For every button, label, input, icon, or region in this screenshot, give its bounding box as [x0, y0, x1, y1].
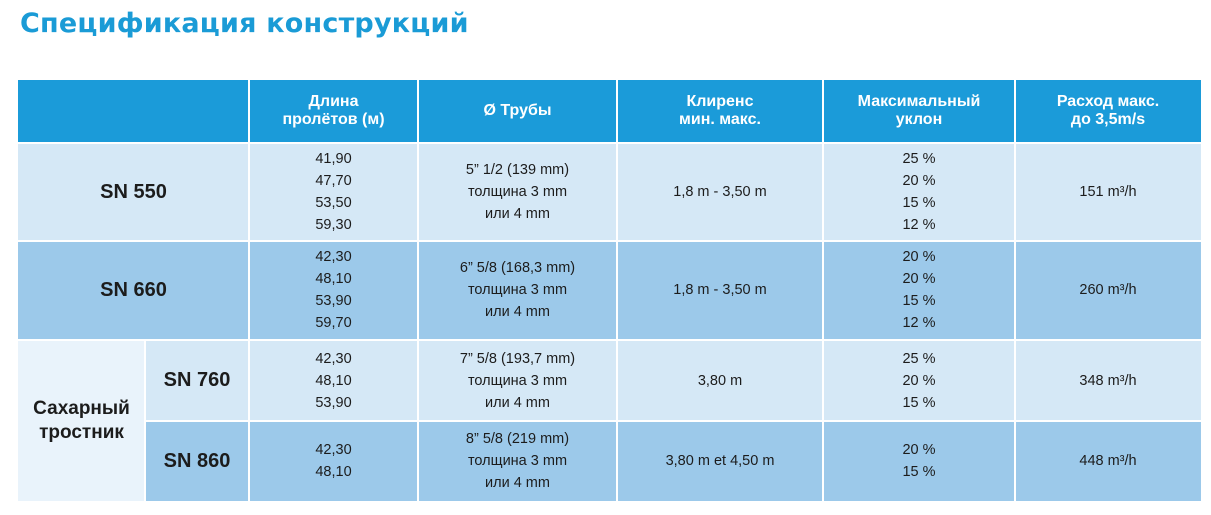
lengths-sn860: 42,30 48,10 [249, 421, 418, 501]
page-title: Спецификация конструкций [20, 8, 469, 39]
model-sn550: SN 550 [18, 143, 249, 241]
clearance-sn860: 3,80 m et 4,50 m [617, 421, 823, 501]
header-pipe: Ø Трубы [418, 80, 617, 142]
clearance-sn550: 1,8 m - 3,50 m [617, 143, 823, 241]
flow-sn550: 151 m³/h [1015, 143, 1201, 241]
slopes-sn760: 25 % 20 % 15 % [823, 340, 1015, 421]
flow-sn660: 260 m³/h [1015, 241, 1201, 339]
model-sn660: SN 660 [18, 241, 249, 339]
header-flow: Расход макс. до 3,5m/s [1015, 80, 1201, 142]
grid-divider [145, 420, 1201, 422]
clearance-sn760: 3,80 m [617, 340, 823, 421]
flow-sn760: 348 m³/h [1015, 340, 1201, 421]
slopes-sn550: 25 % 20 % 15 % 12 % [823, 143, 1015, 241]
model-sn860: SN 860 [145, 421, 249, 501]
slopes-sn660: 20 % 20 % 15 % 12 % [823, 241, 1015, 339]
pipe-sn860: 8” 5/8 (219 mm) толщина 3 mm или 4 mm [418, 421, 617, 501]
lengths-sn550: 41,90 47,70 53,50 59,30 [249, 143, 418, 241]
pipe-sn550: 5” 1/2 (139 mm) толщина 3 mm или 4 mm [418, 143, 617, 241]
group-sugarcane-label: Сахарный тростник [18, 340, 145, 501]
model-sn760: SN 760 [145, 340, 249, 421]
lengths-sn760: 42,30 48,10 53,90 [249, 340, 418, 421]
slopes-sn860: 20 % 15 % [823, 421, 1015, 501]
pipe-sn660: 6” 5/8 (168,3 mm) толщина 3 mm или 4 mm [418, 241, 617, 339]
grid-divider [18, 240, 1201, 242]
flow-sn860: 448 m³/h [1015, 421, 1201, 501]
grid-divider [18, 142, 1201, 144]
grid-divider [18, 339, 1201, 341]
clearance-sn660: 1,8 m - 3,50 m [617, 241, 823, 339]
pipe-sn760: 7” 5/8 (193,7 mm) толщина 3 mm или 4 mm [418, 340, 617, 421]
header-slope: Максимальный уклон [823, 80, 1015, 142]
header-length: Длина пролётов (м) [249, 80, 418, 142]
header-blank-cell [18, 80, 249, 142]
header-clearance: Клиренс мин. макс. [617, 80, 823, 142]
lengths-sn660: 42,30 48,10 53,90 59,70 [249, 241, 418, 339]
